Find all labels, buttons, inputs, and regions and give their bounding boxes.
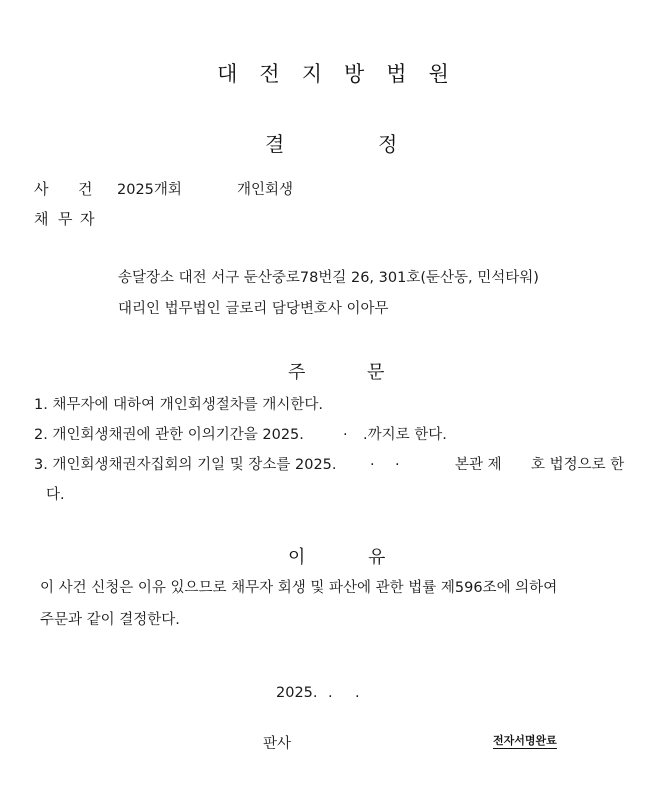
order-item-3-dot-2: . bbox=[395, 453, 400, 469]
order-item-1: 1. 채무자에 대하여 개인회생절차를 개시한다. bbox=[34, 397, 324, 413]
debtor-label-char-3: 자 bbox=[80, 210, 95, 228]
case-label-char-2: 건 bbox=[78, 180, 93, 198]
reason-line-1: 이 사건 신청은 이유 있으므로 채무자 회생 및 파산에 관한 법률 제596조에 의하여 bbox=[40, 580, 558, 596]
case-name: 개인회생 bbox=[237, 182, 294, 198]
order-item-2-dot: . bbox=[343, 423, 348, 439]
order-item-3-dot-1: . bbox=[370, 453, 375, 469]
decision-date-dot-2: . bbox=[355, 685, 360, 701]
debtor-label-char-2: 무 bbox=[58, 210, 73, 228]
order-item-3-room: 본관 제 bbox=[455, 457, 502, 473]
decision-date-dot-1: . bbox=[328, 685, 333, 701]
order-item-2: 2. 개인회생채권에 관한 이의기간을 2025. bbox=[34, 427, 304, 443]
order-item-2-tail: .까지로 한다. bbox=[363, 427, 447, 443]
order-heading-left: 주 bbox=[288, 362, 306, 383]
legal-agent: 대리인 법무법인 글로리 담당변호사 이아무 bbox=[118, 301, 389, 317]
order-item-3: 3. 개인회생채권자집회의 기일 및 장소를 2025. bbox=[34, 457, 337, 473]
debtor-label-char-1: 채 bbox=[34, 210, 49, 228]
document-title-left: 결 bbox=[265, 132, 285, 156]
case-number: 2025개회 bbox=[117, 182, 182, 198]
court-name: 대전지방법원 bbox=[217, 62, 471, 86]
reason-heading-left: 이 bbox=[288, 547, 306, 568]
service-address: 송달장소 대전 서구 둔산중로78번길 26, 301호(둔산동, 민석타워) bbox=[118, 270, 539, 286]
reason-line-2: 주문과 같이 결정한다. bbox=[40, 612, 180, 628]
reason-heading-right: 유 bbox=[368, 547, 386, 568]
document-title-right: 정 bbox=[378, 132, 398, 156]
order-item-3-tail: 호 법정으로 한 bbox=[531, 457, 625, 473]
decision-date: 2025. bbox=[276, 685, 318, 701]
judge-label: 판사 bbox=[263, 736, 292, 752]
order-item-3-end: 다. bbox=[46, 487, 65, 503]
case-label-char-1: 사 bbox=[34, 180, 49, 198]
e-signature-stamp: 전자서명완료 bbox=[493, 734, 557, 747]
order-heading-right: 문 bbox=[367, 362, 385, 383]
